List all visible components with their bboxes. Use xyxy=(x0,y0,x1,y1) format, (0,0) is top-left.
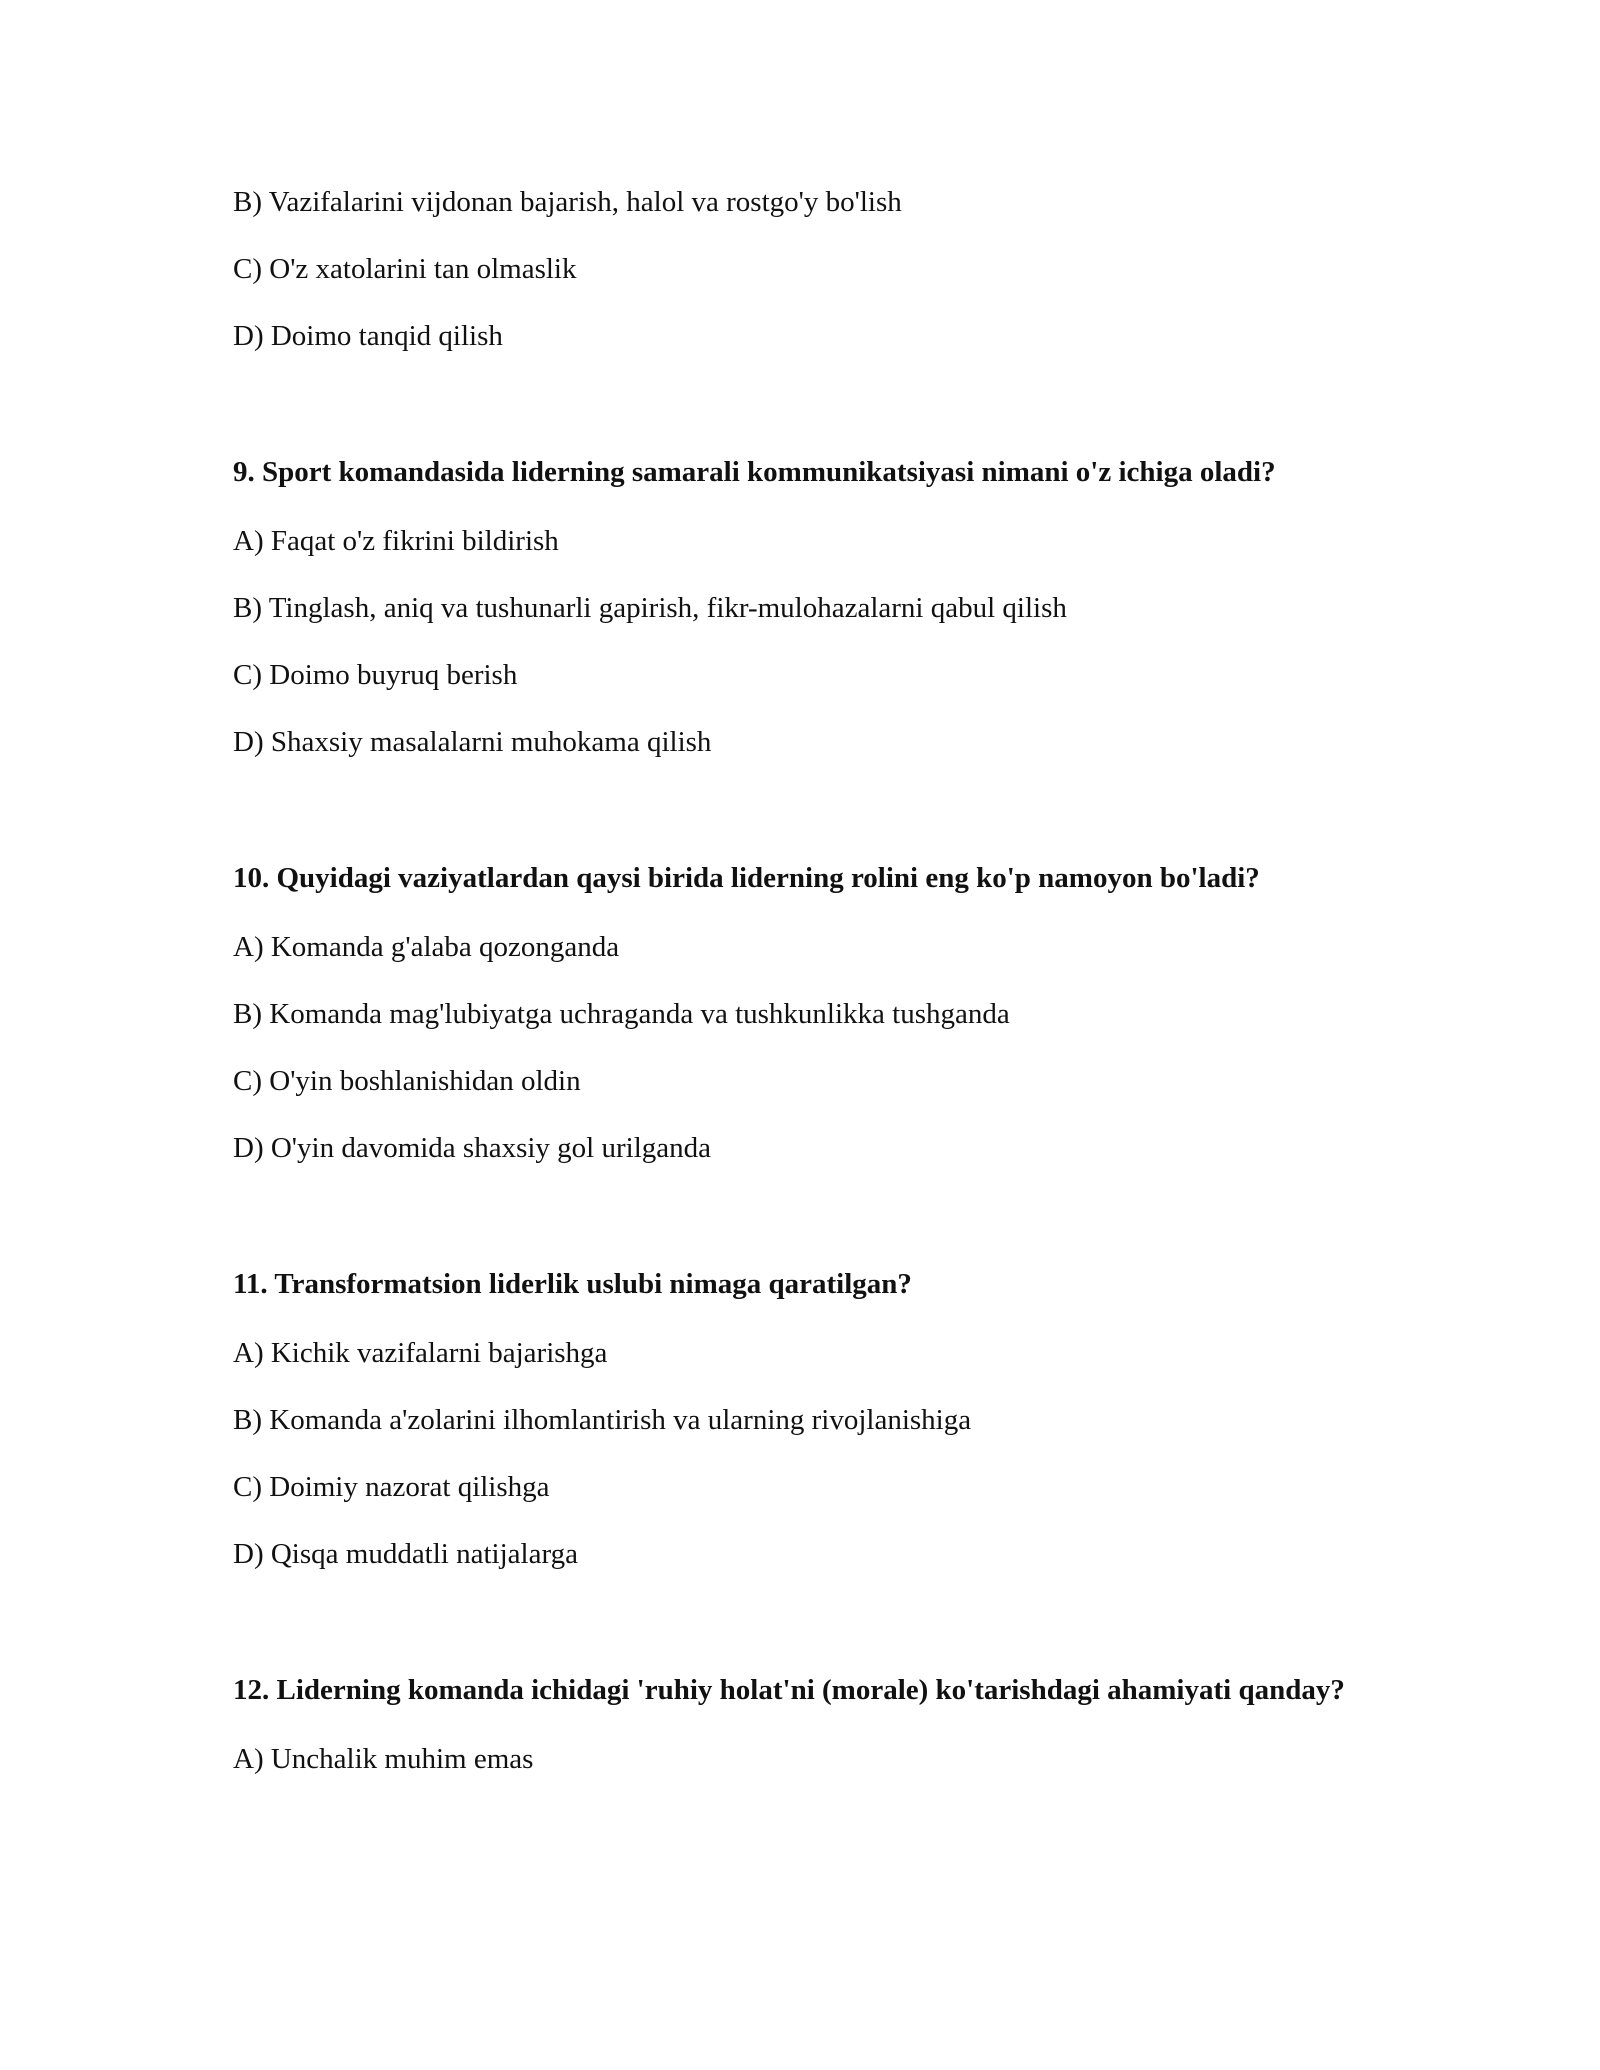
answer-option: A) Faqat o'z fikrini bildirish xyxy=(233,525,559,557)
answer-option: B) Vazifalarini vijdonan bajarish, halol va rostgo'y bo'lish xyxy=(233,186,902,218)
question-text: 12. Liderning komanda ichidagi 'ruhiy holat'ni (morale) ko'tarishdagi ahamiyati qanday? xyxy=(233,1674,1345,1706)
answer-option: B) Tinglash, aniq va tushunarli gapirish, fikr-mulohazalarni qabul qilish xyxy=(233,592,1067,624)
option-list xyxy=(233,183,1383,355)
answer-option: C) Doimo buyruq berish xyxy=(233,659,518,691)
question-text: 10. Quyidagi vaziyatlardan qaysi birida liderning rolini eng ko'p namoyon bo'ladi? xyxy=(233,862,1260,894)
spacer xyxy=(233,1602,1383,1669)
question-block xyxy=(233,1263,1383,1573)
spacer xyxy=(233,790,1383,857)
answer-option: B) Komanda mag'lubiyatga uchraganda va tushkunlikka tushganda xyxy=(233,998,1010,1030)
answer-option: D) O'yin davomida shaxsiy gol urilganda xyxy=(233,1132,712,1164)
question-text: 11. Transformatsion liderlik uslubi nimaga qaratilgan? xyxy=(233,1268,912,1300)
answer-option: C) O'yin boshlanishidan oldin xyxy=(233,1065,581,1097)
spacer xyxy=(233,384,1383,451)
question-block xyxy=(233,857,1383,1167)
answer-option: A) Unchalik muhim emas xyxy=(233,1743,534,1775)
page-content xyxy=(233,183,1383,1807)
answer-option: D) Shaxsiy masalalarni muhokama qilish xyxy=(233,726,712,758)
answer-option: B) Komanda a'zolarini ilhomlantirish va ularning rivojlanishiga xyxy=(233,1404,972,1436)
answer-option: D) Doimo tanqid qilish xyxy=(233,320,503,352)
answer-option: A) Kichik vazifalarni bajarishga xyxy=(233,1337,608,1369)
question-text: 9. Sport komandasida liderning samarali kommunikatsiyasi nimani o'z ichiga oladi? xyxy=(233,456,1276,488)
answer-option: A) Komanda g'alaba qozonganda xyxy=(233,931,620,963)
spacer xyxy=(233,1196,1383,1263)
answer-option: C) Doimiy nazorat qilishga xyxy=(233,1471,550,1503)
answer-option: D) Qisqa muddatli natijalarga xyxy=(233,1538,578,1570)
question-block xyxy=(233,1669,1383,1778)
answer-option: C) O'z xatolarini tan olmaslik xyxy=(233,253,577,285)
question-block xyxy=(233,451,1383,761)
